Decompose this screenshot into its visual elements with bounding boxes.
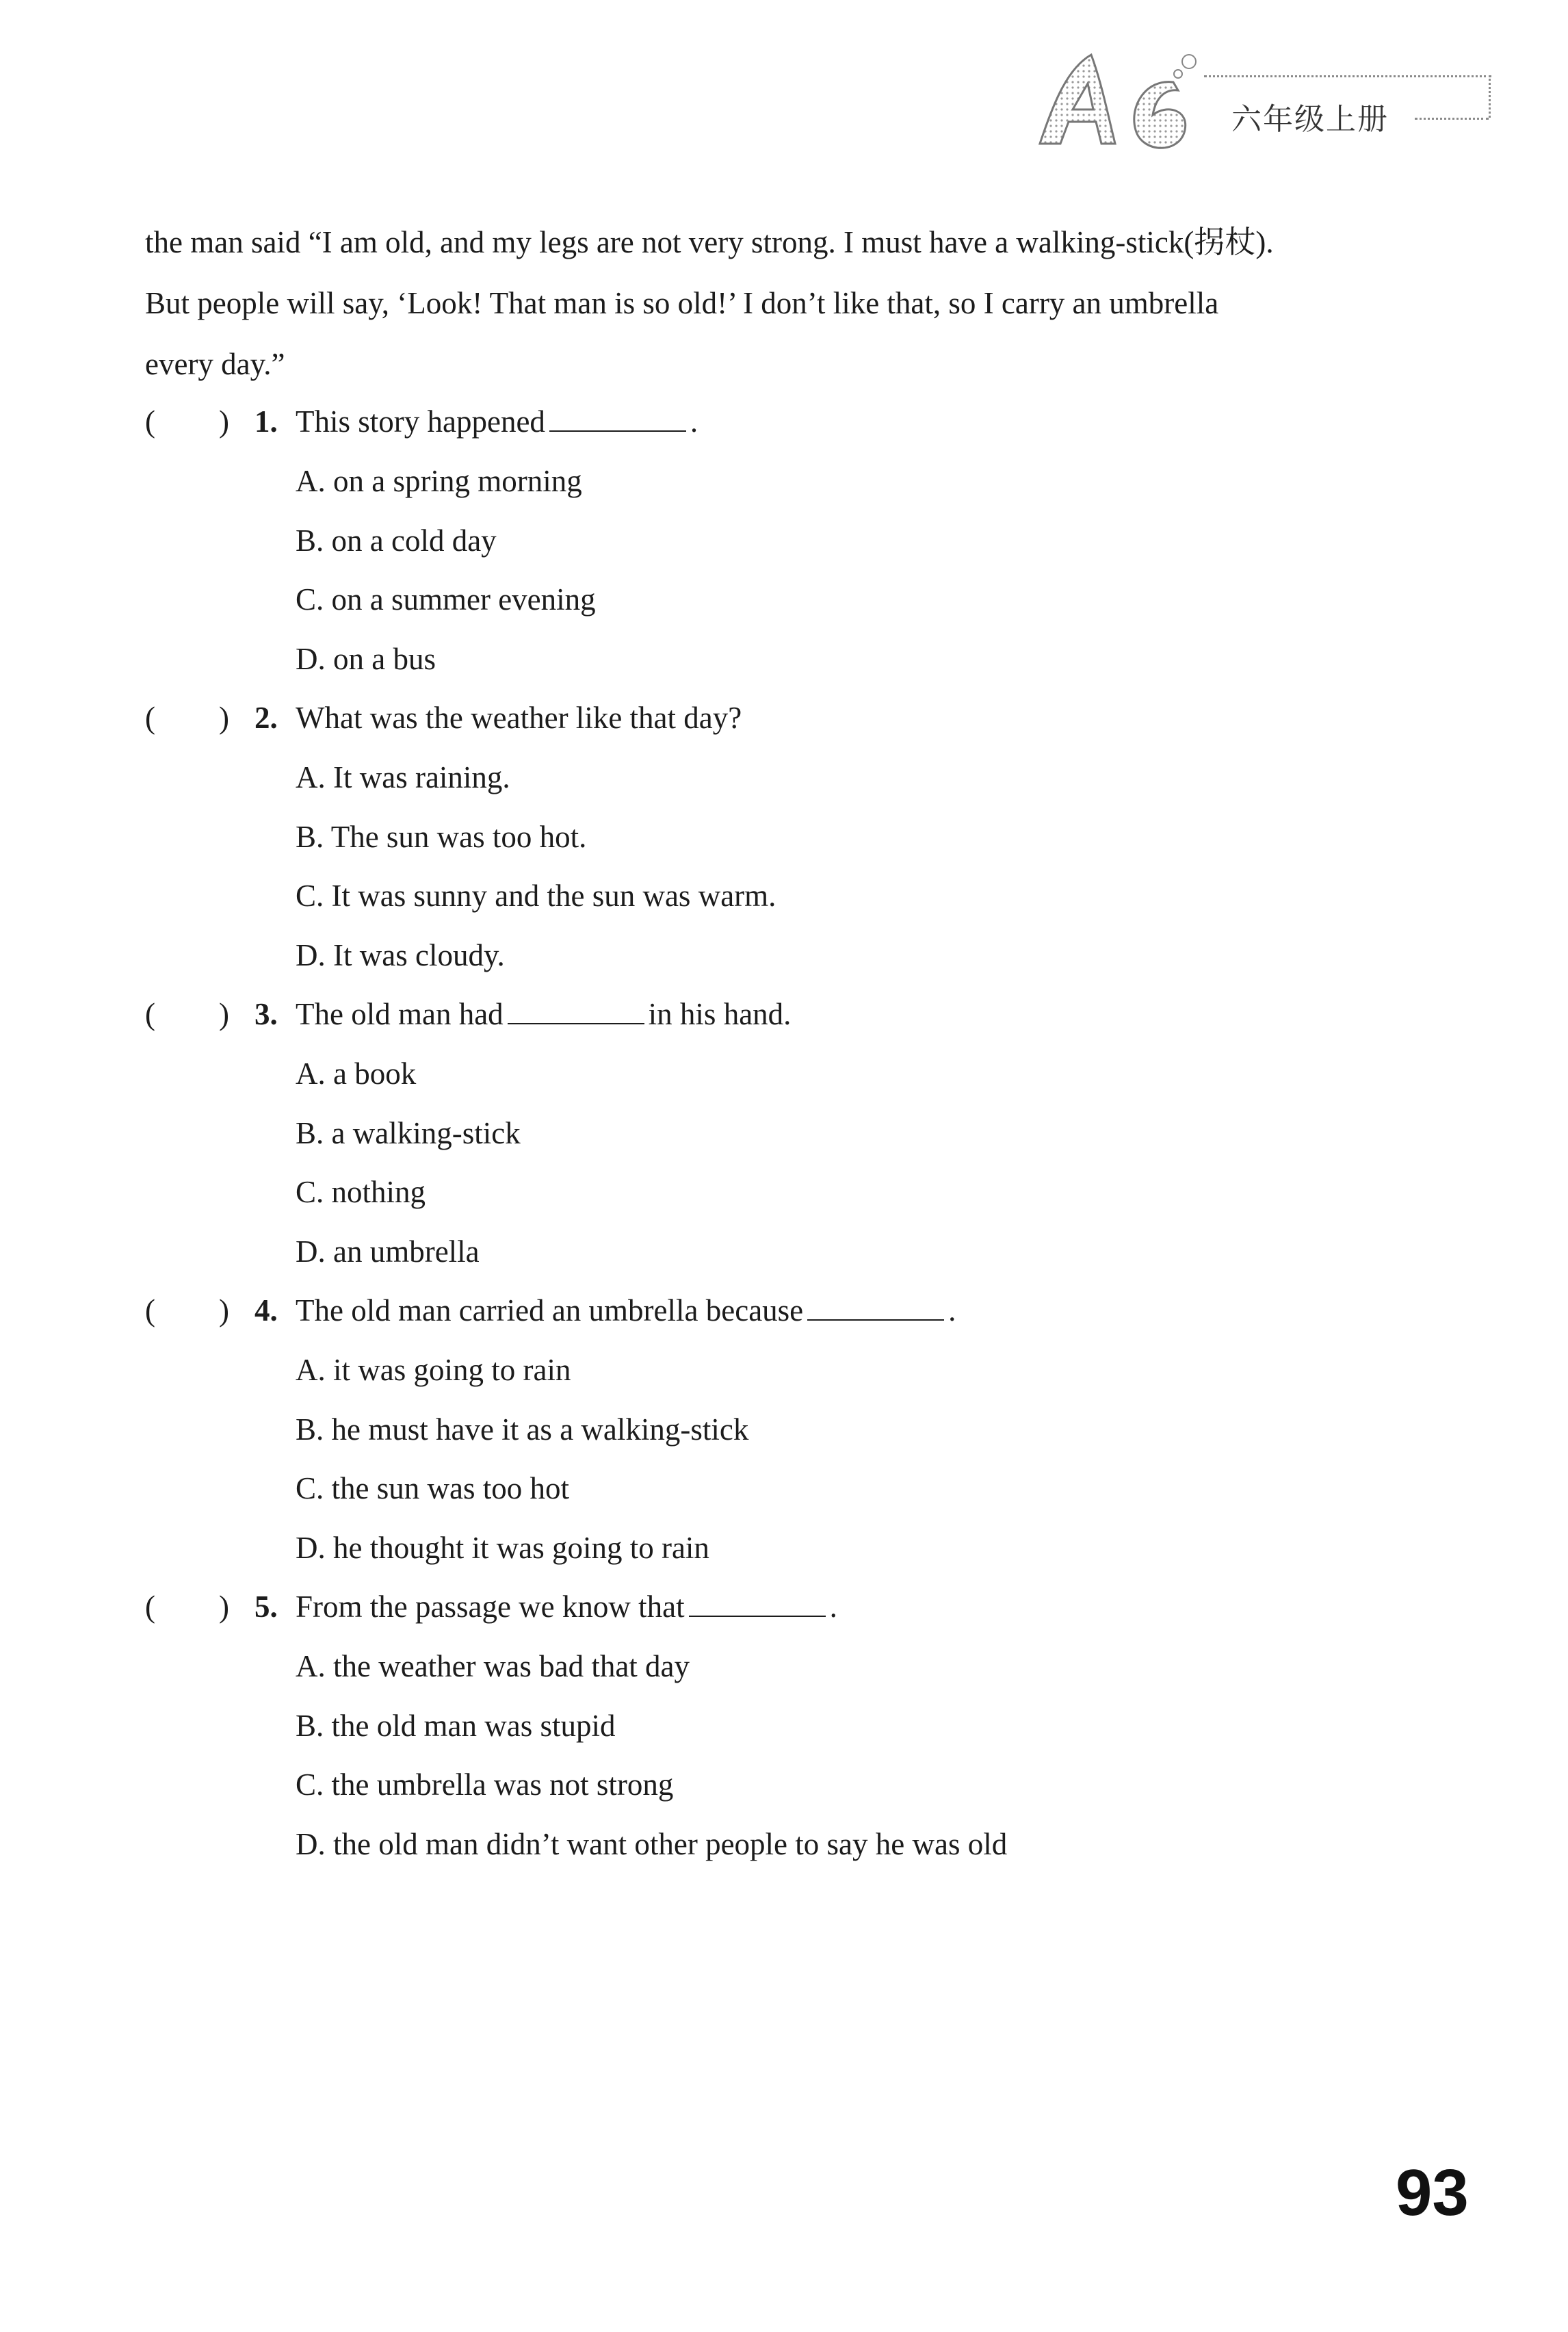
stem-text-after: . xyxy=(690,404,698,439)
question-text xyxy=(296,1577,837,1637)
question-number: 5. xyxy=(254,1590,278,1624)
answer-blank xyxy=(508,992,644,1024)
stem-text-after: . xyxy=(829,1590,837,1624)
question-1 xyxy=(145,392,1472,688)
option-a: A. It was raining. xyxy=(296,760,510,794)
answer-bracket-open: ( xyxy=(145,1590,155,1624)
option-c: C. It was sunny and the sun was warm. xyxy=(296,879,776,913)
question-number: 1. xyxy=(254,404,278,439)
answer-bracket-close: ) xyxy=(219,1293,229,1327)
option-b: B. the old man was stupid xyxy=(296,1708,616,1743)
option-d: D. on a bus xyxy=(296,641,436,676)
stem-text: This story happened xyxy=(296,404,545,439)
answer-blank xyxy=(807,1288,944,1321)
option-d: D. It was cloudy. xyxy=(296,937,505,972)
question-4 xyxy=(145,1281,1472,1577)
answer-bracket-open: ( xyxy=(145,1293,155,1327)
question-5 xyxy=(145,1577,1472,1874)
header-dotted-rule xyxy=(1204,75,1491,77)
answer-bracket-open: ( xyxy=(145,701,155,735)
passage xyxy=(145,212,1472,395)
question-text xyxy=(296,688,742,748)
answer-blank xyxy=(549,400,686,432)
a6-logo-icon xyxy=(1026,41,1204,164)
stem-text: The old man carried an umbrella because xyxy=(296,1293,804,1327)
answer-bracket-close: ) xyxy=(219,701,229,735)
question-list xyxy=(145,392,1472,1874)
question-stem xyxy=(145,1281,1472,1340)
stem-text: From the passage we know that xyxy=(296,1590,685,1624)
option-c: C. the sun was too hot xyxy=(296,1471,569,1505)
option-b: B. a walking-stick xyxy=(296,1115,521,1150)
grade-label: 六年级上册 xyxy=(1231,102,1389,137)
option-b: B. on a cold day xyxy=(296,523,497,558)
question-text xyxy=(296,392,698,452)
answer-bracket-open: ( xyxy=(145,997,155,1031)
question-3 xyxy=(145,985,1472,1281)
stem-text: What was the weather like that day? xyxy=(296,701,742,735)
page-number: 93 xyxy=(1396,2156,1469,2229)
header-dotted-rule-end xyxy=(1489,75,1491,118)
option-c: C. the umbrella was not strong xyxy=(296,1767,674,1802)
answer-blank xyxy=(689,1585,826,1617)
question-number: 2. xyxy=(254,701,278,735)
passage-line: But people will say, ‘Look! That man is so old!’ I don’t like that, so I carry an umbrella xyxy=(145,286,1219,320)
question-2 xyxy=(145,688,1472,985)
question-text xyxy=(296,1281,956,1340)
option-a: A. a book xyxy=(296,1057,417,1091)
option-b: B. The sun was too hot. xyxy=(296,819,587,854)
question-stem xyxy=(145,985,1472,1044)
question-stem xyxy=(145,688,1472,748)
question-stem xyxy=(145,1577,1472,1637)
answer-bracket-open: ( xyxy=(145,404,155,439)
option-d: D. an umbrella xyxy=(296,1234,480,1269)
grade-label-dots xyxy=(1415,118,1489,120)
question-text xyxy=(296,985,791,1044)
option-c: C. nothing xyxy=(296,1175,426,1209)
option-a: A. it was going to rain xyxy=(296,1353,571,1387)
option-d: D. the old man didn’t want other people to say he was old xyxy=(296,1826,1008,1861)
stem-text: The old man had xyxy=(296,997,504,1031)
passage-line: every day.” xyxy=(145,347,285,381)
passage-line: the man said “I am old, and my legs are not very strong. I must have a walking-stick(拐杖). xyxy=(145,225,1274,259)
stem-text-after: . xyxy=(948,1293,956,1327)
option-d: D. he thought it was going to rain xyxy=(296,1530,709,1565)
option-b: B. he must have it as a walking-stick xyxy=(296,1412,749,1447)
option-a: A. the weather was bad that day xyxy=(296,1649,690,1683)
option-a: A. on a spring morning xyxy=(296,464,582,498)
stem-text-after: in his hand. xyxy=(648,997,792,1031)
question-stem xyxy=(145,392,1472,452)
question-number: 4. xyxy=(254,1293,278,1327)
question-number: 3. xyxy=(254,997,278,1031)
answer-bracket-close: ) xyxy=(219,997,229,1031)
answer-bracket-close: ) xyxy=(219,404,229,439)
option-c: C. on a summer evening xyxy=(296,582,596,617)
answer-bracket-close: ) xyxy=(219,1590,229,1624)
